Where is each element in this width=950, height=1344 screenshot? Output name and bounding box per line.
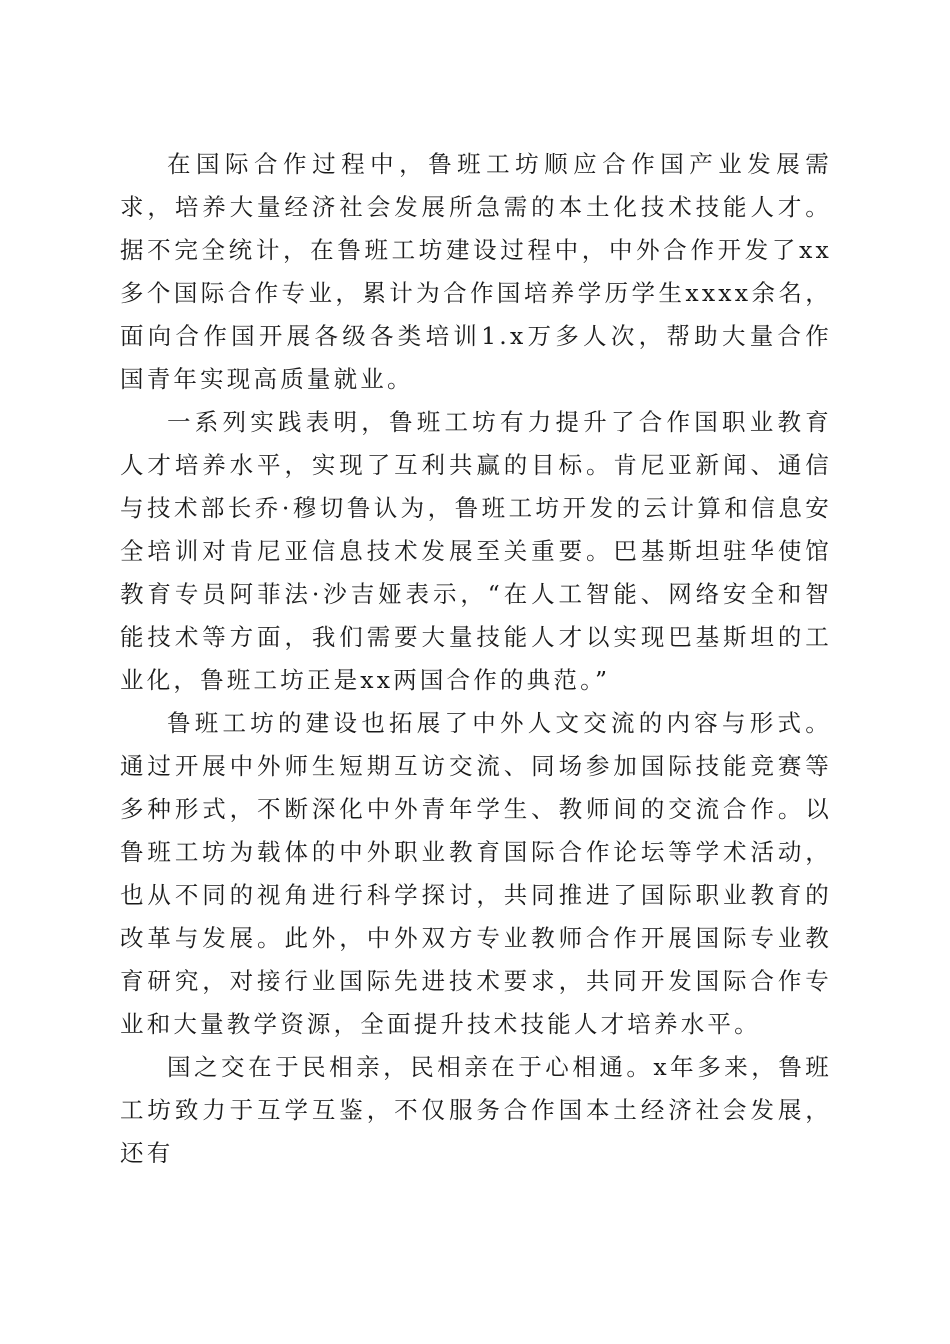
paragraph-3: 鲁班工坊的建设也拓展了中外人文交流的内容与形式。通过开展中外师生短期互访交流、同场参加国际技能竞赛等多种形式，不断深化中外青年学生、教师间的交流合作。以鲁班工坊为载体的中外职业教育国际合作论坛等学术活动，也从不同的视角进行科学探讨，共同推进了国际职业教育的改革与发展。此外，中外双方专业教师合作开展国际专业教育研究，对接行业国际先进技术要求，共同开发国际合作专业和大量教学资源，全面提升技术技能人才培养水平。 [120, 709, 832, 1038]
paragraph-2: 一系列实践表明，鲁班工坊有力提升了合作国职业教育人才培养水平，实现了互利共赢的目标。肯尼亚新闻、通信与技术部长乔·穆切鲁认为，鲁班工坊开发的云计算和信息安全培训对肯尼亚信息技术发展至关重要。巴基斯坦驻华使馆教育专员阿菲法·沙吉娅表示，“在人工智能、网络安全和智能技术等方面，我们需要大量技能人才以实现巴基斯坦的工业化，鲁班工坊正是xx两国合作的典范。” [120, 408, 832, 694]
paragraph-4: 国之交在于民相亲，民相亲在于心相通。x年多来，鲁班工坊致力于互学互鉴，不仅服务合作国本土经济社会发展，还有 [120, 1053, 832, 1167]
paragraph-1: 在国际合作过程中，鲁班工坊顺应合作国产业发展需求，培养大量经济社会发展所急需的本土化技术技能人才。据不完全统计，在鲁班工坊建设过程中，中外合作开发了xx多个国际合作专业，累计为合作国培养学历学生xxxx余名，面向合作国开展各级各类培训1.x万多人次，帮助大量合作国青年实现高质量就业。 [120, 150, 832, 393]
document-body [120, 143, 832, 1175]
